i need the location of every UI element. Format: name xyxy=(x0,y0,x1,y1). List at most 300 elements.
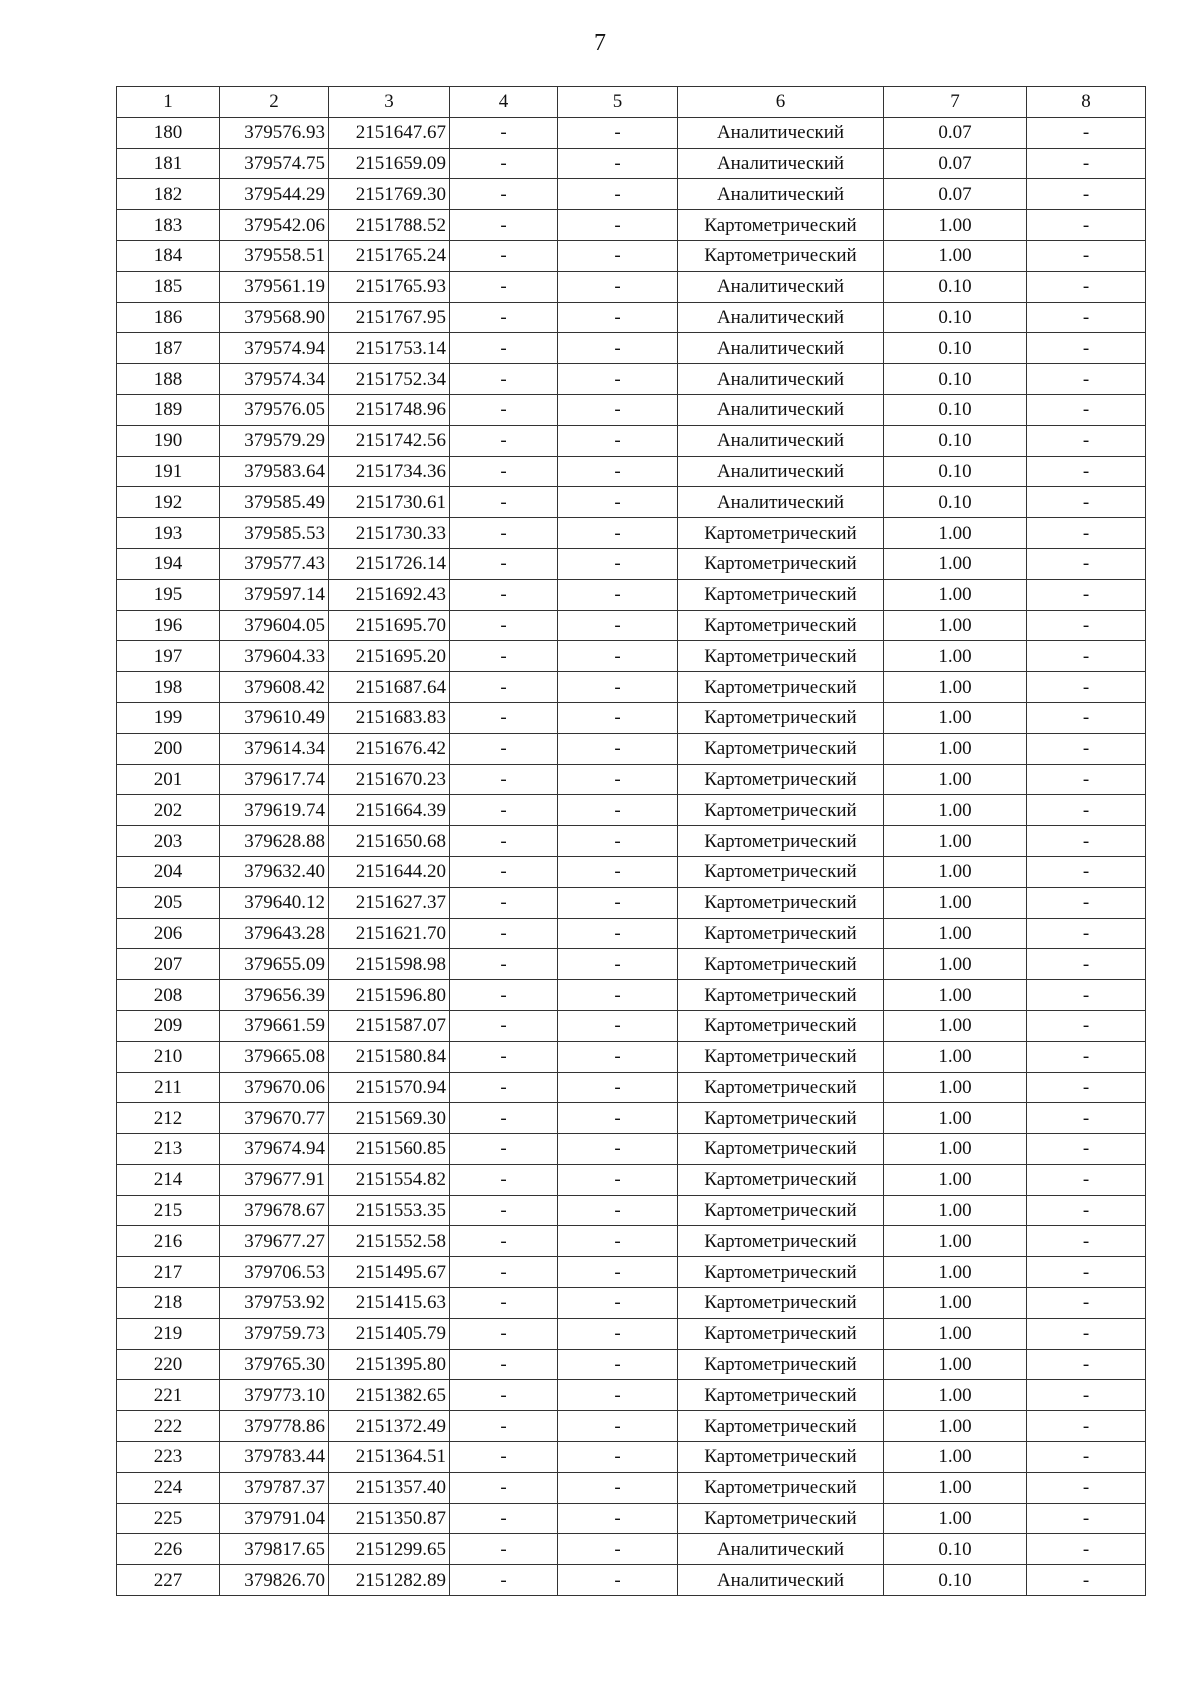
x-coordinate-cell: 379585.49 xyxy=(220,487,329,518)
accuracy-cell: 1.00 xyxy=(884,548,1027,579)
method-cell: Картометрический xyxy=(678,548,884,579)
x-coordinate-cell: 379558.51 xyxy=(220,240,329,271)
column-8-cell: - xyxy=(1027,1103,1146,1134)
y-coordinate-cell: 2151382.65 xyxy=(329,1380,450,1411)
accuracy-cell: 0.10 xyxy=(884,487,1027,518)
method-cell: Картометрический xyxy=(678,579,884,610)
table-row xyxy=(117,456,1146,487)
column-4-cell: - xyxy=(450,117,558,148)
method-cell: Картометрический xyxy=(678,518,884,549)
point-number-cell: 222 xyxy=(117,1411,220,1442)
table-row xyxy=(117,980,1146,1011)
x-coordinate-cell: 379791.04 xyxy=(220,1503,329,1534)
accuracy-cell: 1.00 xyxy=(884,733,1027,764)
method-cell: Картометрический xyxy=(678,610,884,641)
point-number-cell: 209 xyxy=(117,1010,220,1041)
method-cell: Картометрический xyxy=(678,1072,884,1103)
column-4-cell: - xyxy=(450,487,558,518)
point-number-cell: 208 xyxy=(117,980,220,1011)
table-row xyxy=(117,487,1146,518)
accuracy-cell: 1.00 xyxy=(884,795,1027,826)
point-number-cell: 211 xyxy=(117,1072,220,1103)
accuracy-cell: 1.00 xyxy=(884,1195,1027,1226)
y-coordinate-cell: 2151570.94 xyxy=(329,1072,450,1103)
method-cell: Картометрический xyxy=(678,1472,884,1503)
y-coordinate-cell: 2151569.30 xyxy=(329,1103,450,1134)
column-8-cell: - xyxy=(1027,117,1146,148)
y-coordinate-cell: 2151664.39 xyxy=(329,795,450,826)
method-cell: Картометрический xyxy=(678,826,884,857)
table-row xyxy=(117,1164,1146,1195)
accuracy-cell: 1.00 xyxy=(884,210,1027,241)
accuracy-cell: 1.00 xyxy=(884,610,1027,641)
column-5-cell: - xyxy=(558,333,678,364)
point-number-cell: 220 xyxy=(117,1349,220,1380)
y-coordinate-cell: 2151734.36 xyxy=(329,456,450,487)
y-coordinate-cell: 2151742.56 xyxy=(329,425,450,456)
point-number-cell: 187 xyxy=(117,333,220,364)
point-number-cell: 200 xyxy=(117,733,220,764)
column-4-cell: - xyxy=(450,579,558,610)
y-coordinate-cell: 2151560.85 xyxy=(329,1134,450,1165)
column-4-cell: - xyxy=(450,240,558,271)
x-coordinate-cell: 379778.86 xyxy=(220,1411,329,1442)
x-coordinate-cell: 379574.34 xyxy=(220,364,329,395)
x-coordinate-cell: 379568.90 xyxy=(220,302,329,333)
table-row xyxy=(117,1226,1146,1257)
x-coordinate-cell: 379576.93 xyxy=(220,117,329,148)
column-4-cell: - xyxy=(450,764,558,795)
column-5-cell: - xyxy=(558,240,678,271)
column-5-cell: - xyxy=(558,1288,678,1319)
table-row xyxy=(117,579,1146,610)
column-8-cell: - xyxy=(1027,826,1146,857)
accuracy-cell: 1.00 xyxy=(884,702,1027,733)
column-5-cell: - xyxy=(558,579,678,610)
column-5-cell: - xyxy=(558,456,678,487)
column-5-cell: - xyxy=(558,1534,678,1565)
method-cell: Аналитический xyxy=(678,179,884,210)
x-coordinate-cell: 379678.67 xyxy=(220,1195,329,1226)
y-coordinate-cell: 2151769.30 xyxy=(329,179,450,210)
method-cell: Картометрический xyxy=(678,1288,884,1319)
accuracy-cell: 0.10 xyxy=(884,1565,1027,1596)
point-number-cell: 188 xyxy=(117,364,220,395)
accuracy-cell: 1.00 xyxy=(884,918,1027,949)
column-4-cell: - xyxy=(450,949,558,980)
accuracy-cell: 1.00 xyxy=(884,1472,1027,1503)
method-cell: Аналитический xyxy=(678,271,884,302)
table-row xyxy=(117,826,1146,857)
y-coordinate-cell: 2151357.40 xyxy=(329,1472,450,1503)
column-8-cell: - xyxy=(1027,795,1146,826)
method-cell: Картометрический xyxy=(678,641,884,672)
y-coordinate-cell: 2151299.65 xyxy=(329,1534,450,1565)
y-coordinate-cell: 2151670.23 xyxy=(329,764,450,795)
column-4-cell: - xyxy=(450,1288,558,1319)
x-coordinate-cell: 379787.37 xyxy=(220,1472,329,1503)
column-4-cell: - xyxy=(450,1134,558,1165)
x-coordinate-cell: 379643.28 xyxy=(220,918,329,949)
table-body xyxy=(117,117,1146,1595)
x-coordinate-cell: 379677.27 xyxy=(220,1226,329,1257)
column-5-cell: - xyxy=(558,1349,678,1380)
x-coordinate-cell: 379665.08 xyxy=(220,1041,329,1072)
method-cell: Картометрический xyxy=(678,949,884,980)
y-coordinate-cell: 2151650.68 xyxy=(329,826,450,857)
point-number-cell: 190 xyxy=(117,425,220,456)
column-4-cell: - xyxy=(450,302,558,333)
point-number-cell: 202 xyxy=(117,795,220,826)
column-5-cell: - xyxy=(558,148,678,179)
x-coordinate-cell: 379773.10 xyxy=(220,1380,329,1411)
column-8-cell: - xyxy=(1027,1257,1146,1288)
table-row xyxy=(117,887,1146,918)
x-coordinate-cell: 379604.05 xyxy=(220,610,329,641)
y-coordinate-cell: 2151596.80 xyxy=(329,980,450,1011)
point-number-cell: 206 xyxy=(117,918,220,949)
column-5-cell: - xyxy=(558,1442,678,1473)
column-header: 2 xyxy=(220,87,329,118)
column-5-cell: - xyxy=(558,364,678,395)
accuracy-cell: 1.00 xyxy=(884,1318,1027,1349)
column-8-cell: - xyxy=(1027,1226,1146,1257)
table-row xyxy=(117,333,1146,364)
x-coordinate-cell: 379608.42 xyxy=(220,672,329,703)
accuracy-cell: 0.10 xyxy=(884,425,1027,456)
y-coordinate-cell: 2151415.63 xyxy=(329,1288,450,1319)
column-4-cell: - xyxy=(450,364,558,395)
column-4-cell: - xyxy=(450,1164,558,1195)
column-8-cell: - xyxy=(1027,394,1146,425)
column-5-cell: - xyxy=(558,1195,678,1226)
y-coordinate-cell: 2151627.37 xyxy=(329,887,450,918)
column-4-cell: - xyxy=(450,210,558,241)
table-header-row xyxy=(117,87,1146,118)
accuracy-cell: 0.07 xyxy=(884,179,1027,210)
column-header: 1 xyxy=(117,87,220,118)
column-header: 3 xyxy=(329,87,450,118)
accuracy-cell: 0.10 xyxy=(884,456,1027,487)
x-coordinate-cell: 379579.29 xyxy=(220,425,329,456)
column-5-cell: - xyxy=(558,795,678,826)
column-8-cell: - xyxy=(1027,980,1146,1011)
accuracy-cell: 1.00 xyxy=(884,980,1027,1011)
column-4-cell: - xyxy=(450,271,558,302)
accuracy-cell: 0.10 xyxy=(884,302,1027,333)
x-coordinate-cell: 379817.65 xyxy=(220,1534,329,1565)
column-5-cell: - xyxy=(558,179,678,210)
y-coordinate-cell: 2151598.98 xyxy=(329,949,450,980)
table-row xyxy=(117,949,1146,980)
y-coordinate-cell: 2151364.51 xyxy=(329,1442,450,1473)
column-8-cell: - xyxy=(1027,1010,1146,1041)
table-row xyxy=(117,1565,1146,1596)
method-cell: Аналитический xyxy=(678,1565,884,1596)
column-8-cell: - xyxy=(1027,1380,1146,1411)
table-row xyxy=(117,1472,1146,1503)
column-8-cell: - xyxy=(1027,548,1146,579)
method-cell: Картометрический xyxy=(678,764,884,795)
column-5-cell: - xyxy=(558,1041,678,1072)
column-8-cell: - xyxy=(1027,148,1146,179)
column-4-cell: - xyxy=(450,1041,558,1072)
x-coordinate-cell: 379677.91 xyxy=(220,1164,329,1195)
table-row xyxy=(117,364,1146,395)
x-coordinate-cell: 379619.74 xyxy=(220,795,329,826)
y-coordinate-cell: 2151687.64 xyxy=(329,672,450,703)
method-cell: Картометрический xyxy=(678,980,884,1011)
accuracy-cell: 1.00 xyxy=(884,1103,1027,1134)
x-coordinate-cell: 379661.59 xyxy=(220,1010,329,1041)
point-number-cell: 184 xyxy=(117,240,220,271)
column-5-cell: - xyxy=(558,394,678,425)
column-8-cell: - xyxy=(1027,364,1146,395)
table-row xyxy=(117,1411,1146,1442)
column-8-cell: - xyxy=(1027,887,1146,918)
accuracy-cell: 1.00 xyxy=(884,1257,1027,1288)
method-cell: Картометрический xyxy=(678,1380,884,1411)
point-number-cell: 194 xyxy=(117,548,220,579)
column-5-cell: - xyxy=(558,518,678,549)
point-number-cell: 214 xyxy=(117,1164,220,1195)
accuracy-cell: 0.10 xyxy=(884,333,1027,364)
point-number-cell: 221 xyxy=(117,1380,220,1411)
y-coordinate-cell: 2151752.34 xyxy=(329,364,450,395)
column-8-cell: - xyxy=(1027,271,1146,302)
column-5-cell: - xyxy=(558,302,678,333)
column-5-cell: - xyxy=(558,1164,678,1195)
column-header: 5 xyxy=(558,87,678,118)
table-row xyxy=(117,733,1146,764)
y-coordinate-cell: 2151587.07 xyxy=(329,1010,450,1041)
point-number-cell: 212 xyxy=(117,1103,220,1134)
table-row xyxy=(117,856,1146,887)
x-coordinate-cell: 379640.12 xyxy=(220,887,329,918)
table-row xyxy=(117,240,1146,271)
accuracy-cell: 1.00 xyxy=(884,826,1027,857)
point-number-cell: 225 xyxy=(117,1503,220,1534)
table-row xyxy=(117,918,1146,949)
column-4-cell: - xyxy=(450,1349,558,1380)
table-row xyxy=(117,672,1146,703)
table-row xyxy=(117,271,1146,302)
accuracy-cell: 1.00 xyxy=(884,1349,1027,1380)
x-coordinate-cell: 379544.29 xyxy=(220,179,329,210)
table-row xyxy=(117,210,1146,241)
y-coordinate-cell: 2151748.96 xyxy=(329,394,450,425)
column-4-cell: - xyxy=(450,1226,558,1257)
column-8-cell: - xyxy=(1027,1349,1146,1380)
column-8-cell: - xyxy=(1027,456,1146,487)
column-4-cell: - xyxy=(450,610,558,641)
table-row xyxy=(117,1318,1146,1349)
column-8-cell: - xyxy=(1027,579,1146,610)
y-coordinate-cell: 2151659.09 xyxy=(329,148,450,179)
point-number-cell: 203 xyxy=(117,826,220,857)
method-cell: Аналитический xyxy=(678,456,884,487)
table-row xyxy=(117,641,1146,672)
column-5-cell: - xyxy=(558,918,678,949)
x-coordinate-cell: 379759.73 xyxy=(220,1318,329,1349)
column-4-cell: - xyxy=(450,856,558,887)
point-number-cell: 223 xyxy=(117,1442,220,1473)
table-row xyxy=(117,425,1146,456)
method-cell: Картометрический xyxy=(678,1503,884,1534)
column-8-cell: - xyxy=(1027,1318,1146,1349)
column-4-cell: - xyxy=(450,425,558,456)
column-5-cell: - xyxy=(558,1103,678,1134)
y-coordinate-cell: 2151753.14 xyxy=(329,333,450,364)
column-5-cell: - xyxy=(558,548,678,579)
table-row xyxy=(117,148,1146,179)
column-8-cell: - xyxy=(1027,210,1146,241)
point-number-cell: 216 xyxy=(117,1226,220,1257)
x-coordinate-cell: 379656.39 xyxy=(220,980,329,1011)
method-cell: Картометрический xyxy=(678,1349,884,1380)
column-4-cell: - xyxy=(450,641,558,672)
y-coordinate-cell: 2151350.87 xyxy=(329,1503,450,1534)
column-8-cell: - xyxy=(1027,1503,1146,1534)
method-cell: Картометрический xyxy=(678,733,884,764)
y-coordinate-cell: 2151495.67 xyxy=(329,1257,450,1288)
column-8-cell: - xyxy=(1027,641,1146,672)
accuracy-cell: 1.00 xyxy=(884,1503,1027,1534)
accuracy-cell: 1.00 xyxy=(884,641,1027,672)
column-5-cell: - xyxy=(558,1318,678,1349)
x-coordinate-cell: 379561.19 xyxy=(220,271,329,302)
column-4-cell: - xyxy=(450,1072,558,1103)
method-cell: Аналитический xyxy=(678,333,884,364)
x-coordinate-cell: 379753.92 xyxy=(220,1288,329,1319)
table-row xyxy=(117,1072,1146,1103)
column-4-cell: - xyxy=(450,394,558,425)
accuracy-cell: 1.00 xyxy=(884,856,1027,887)
point-number-cell: 219 xyxy=(117,1318,220,1349)
point-number-cell: 217 xyxy=(117,1257,220,1288)
method-cell: Картометрический xyxy=(678,672,884,703)
table-row xyxy=(117,1503,1146,1534)
column-8-cell: - xyxy=(1027,333,1146,364)
method-cell: Картометрический xyxy=(678,1164,884,1195)
table-row xyxy=(117,117,1146,148)
accuracy-cell: 1.00 xyxy=(884,518,1027,549)
accuracy-cell: 1.00 xyxy=(884,1041,1027,1072)
method-cell: Картометрический xyxy=(678,1041,884,1072)
y-coordinate-cell: 2151552.58 xyxy=(329,1226,450,1257)
column-4-cell: - xyxy=(450,795,558,826)
point-number-cell: 227 xyxy=(117,1565,220,1596)
method-cell: Картометрический xyxy=(678,887,884,918)
point-number-cell: 191 xyxy=(117,456,220,487)
table-row xyxy=(117,1257,1146,1288)
column-5-cell: - xyxy=(558,641,678,672)
accuracy-cell: 1.00 xyxy=(884,1134,1027,1165)
column-8-cell: - xyxy=(1027,672,1146,703)
column-4-cell: - xyxy=(450,887,558,918)
column-5-cell: - xyxy=(558,210,678,241)
column-4-cell: - xyxy=(450,980,558,1011)
page-number: 7 xyxy=(594,30,606,56)
column-4-cell: - xyxy=(450,1318,558,1349)
x-coordinate-cell: 379826.70 xyxy=(220,1565,329,1596)
method-cell: Картометрический xyxy=(678,1411,884,1442)
table-row xyxy=(117,610,1146,641)
column-8-cell: - xyxy=(1027,1534,1146,1565)
point-number-cell: 180 xyxy=(117,117,220,148)
x-coordinate-cell: 379670.77 xyxy=(220,1103,329,1134)
table-row xyxy=(117,1134,1146,1165)
column-5-cell: - xyxy=(558,764,678,795)
accuracy-cell: 1.00 xyxy=(884,949,1027,980)
column-5-cell: - xyxy=(558,672,678,703)
column-4-cell: - xyxy=(450,1380,558,1411)
table-row xyxy=(117,1380,1146,1411)
x-coordinate-cell: 379783.44 xyxy=(220,1442,329,1473)
point-number-cell: 193 xyxy=(117,518,220,549)
y-coordinate-cell: 2151695.20 xyxy=(329,641,450,672)
accuracy-cell: 1.00 xyxy=(884,1442,1027,1473)
column-8-cell: - xyxy=(1027,1565,1146,1596)
point-number-cell: 181 xyxy=(117,148,220,179)
y-coordinate-cell: 2151765.24 xyxy=(329,240,450,271)
column-5-cell: - xyxy=(558,117,678,148)
point-number-cell: 183 xyxy=(117,210,220,241)
column-8-cell: - xyxy=(1027,1164,1146,1195)
accuracy-cell: 1.00 xyxy=(884,1072,1027,1103)
column-5-cell: - xyxy=(558,1072,678,1103)
point-number-cell: 204 xyxy=(117,856,220,887)
y-coordinate-cell: 2151730.33 xyxy=(329,518,450,549)
table-row xyxy=(117,1041,1146,1072)
y-coordinate-cell: 2151726.14 xyxy=(329,548,450,579)
method-cell: Аналитический xyxy=(678,148,884,179)
column-header: 7 xyxy=(884,87,1027,118)
x-coordinate-cell: 379574.94 xyxy=(220,333,329,364)
column-4-cell: - xyxy=(450,826,558,857)
column-header: 8 xyxy=(1027,87,1146,118)
accuracy-cell: 1.00 xyxy=(884,1164,1027,1195)
column-5-cell: - xyxy=(558,1380,678,1411)
y-coordinate-cell: 2151788.52 xyxy=(329,210,450,241)
x-coordinate-cell: 379577.43 xyxy=(220,548,329,579)
method-cell: Аналитический xyxy=(678,487,884,518)
method-cell: Картометрический xyxy=(678,1257,884,1288)
accuracy-cell: 0.10 xyxy=(884,394,1027,425)
accuracy-cell: 0.07 xyxy=(884,117,1027,148)
column-5-cell: - xyxy=(558,1134,678,1165)
table-row xyxy=(117,302,1146,333)
column-8-cell: - xyxy=(1027,518,1146,549)
table-row xyxy=(117,1442,1146,1473)
point-number-cell: 182 xyxy=(117,179,220,210)
method-cell: Картометрический xyxy=(678,702,884,733)
accuracy-cell: 1.00 xyxy=(884,1411,1027,1442)
y-coordinate-cell: 2151554.82 xyxy=(329,1164,450,1195)
accuracy-cell: 1.00 xyxy=(884,579,1027,610)
y-coordinate-cell: 2151395.80 xyxy=(329,1349,450,1380)
accuracy-cell: 0.10 xyxy=(884,1534,1027,1565)
column-4-cell: - xyxy=(450,518,558,549)
column-8-cell: - xyxy=(1027,1072,1146,1103)
column-8-cell: - xyxy=(1027,1195,1146,1226)
column-8-cell: - xyxy=(1027,733,1146,764)
point-number-cell: 186 xyxy=(117,302,220,333)
column-4-cell: - xyxy=(450,1411,558,1442)
column-4-cell: - xyxy=(450,179,558,210)
accuracy-cell: 1.00 xyxy=(884,1288,1027,1319)
table-row xyxy=(117,795,1146,826)
